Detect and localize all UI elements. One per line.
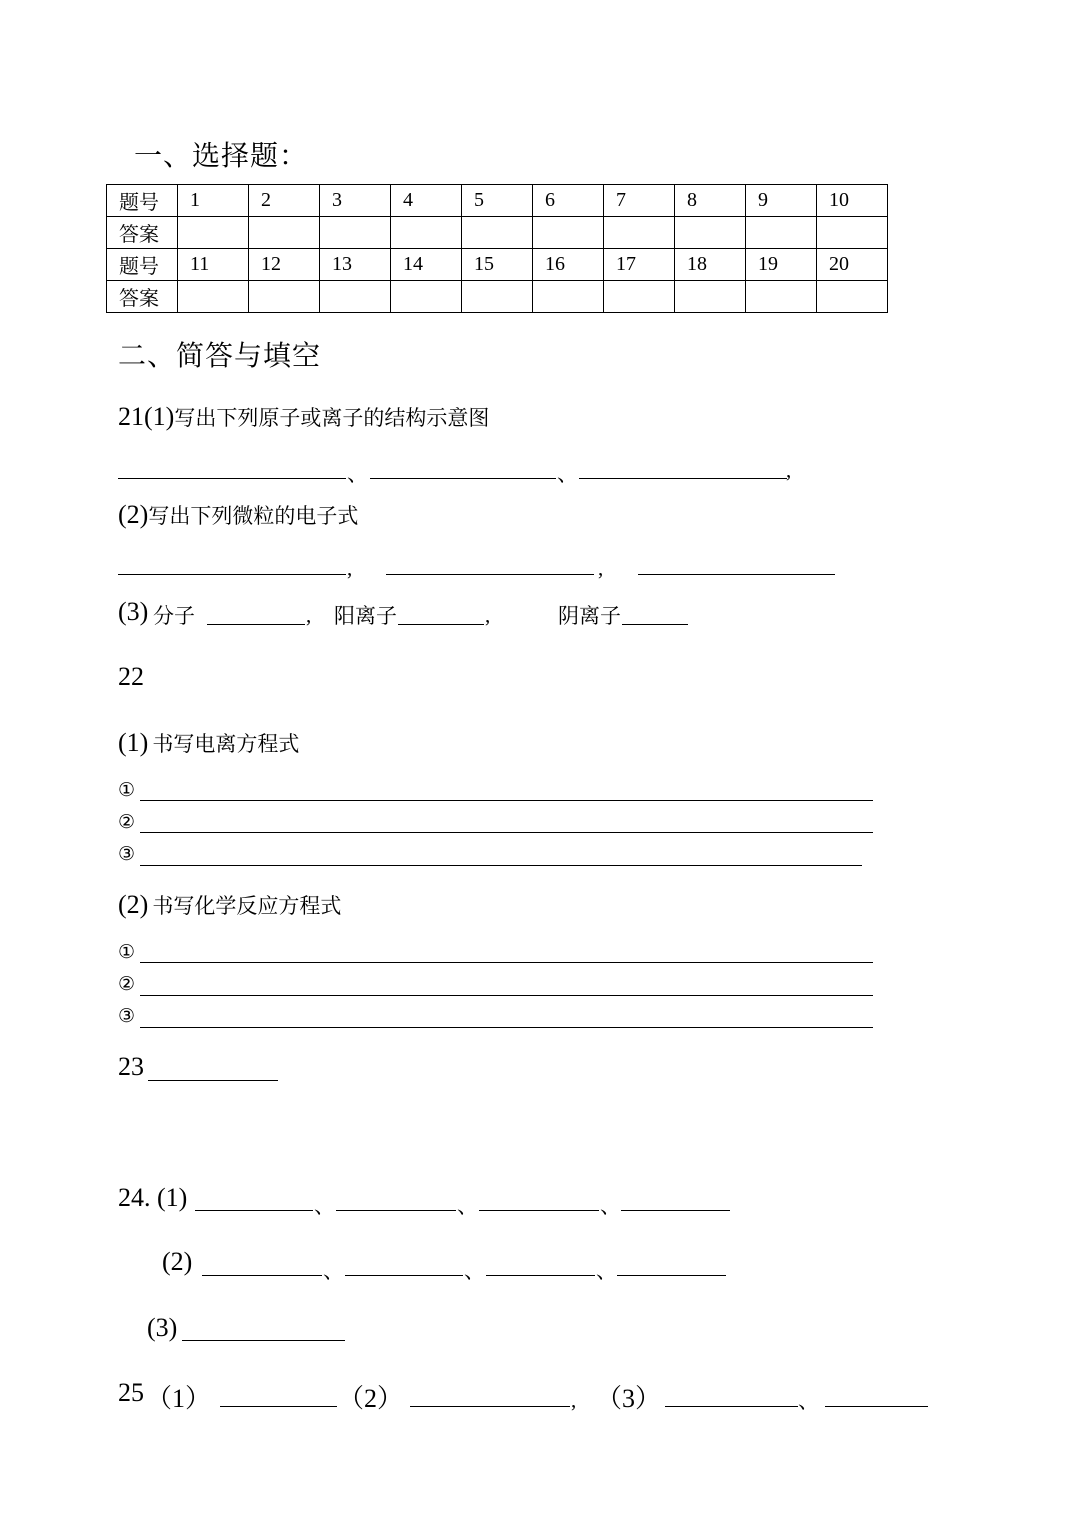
q21-part2-text: 写出下列微粒的电子式: [148, 504, 359, 528]
section-title-choice: 一、选择题：: [134, 141, 309, 172]
answer-blank[interactable]: [665, 1406, 798, 1407]
q25-part3-number: （3）: [596, 1384, 662, 1413]
q24-part3-number: (3): [147, 1313, 178, 1342]
q22-part1-text: 书写电离方程式: [152, 732, 300, 756]
q22-part2-number: (2): [118, 890, 149, 919]
answer-cell[interactable]: [746, 217, 817, 249]
separator: ,: [598, 556, 604, 580]
circle-mark-3: ③: [118, 1006, 136, 1027]
section-title-short-answer: 二、简答与填空: [118, 341, 322, 372]
separator: ,: [485, 603, 491, 627]
q21-part2-heading: [118, 500, 358, 530]
answer-cell[interactable]: [817, 217, 888, 249]
answer-line[interactable]: [140, 800, 873, 801]
table-cell-q: 2: [249, 185, 320, 217]
answer-blank[interactable]: [617, 1275, 726, 1276]
table-cell-q: 1: [178, 185, 249, 217]
q25-part2-number: （2）: [338, 1384, 404, 1413]
answer-cell[interactable]: [320, 217, 391, 249]
table-row: [107, 217, 888, 249]
answer-cell[interactable]: [675, 281, 746, 313]
answer-cell[interactable]: [391, 281, 462, 313]
answer-cell[interactable]: [675, 217, 746, 249]
answer-blank[interactable]: [195, 1210, 313, 1211]
table-cell-q: 5: [462, 185, 533, 217]
answer-blank[interactable]: [118, 574, 346, 575]
separator: 、: [596, 1259, 617, 1283]
answer-cell[interactable]: [604, 281, 675, 313]
q24-part1-number: 24. (1): [118, 1183, 188, 1212]
answer-cell[interactable]: [178, 281, 249, 313]
table-cell-q: 18: [675, 249, 746, 281]
table-label-a: 答案: [107, 217, 178, 249]
answer-blank[interactable]: [207, 624, 305, 625]
table-cell-q: 8: [675, 185, 746, 217]
answer-cell[interactable]: [462, 281, 533, 313]
answer-blank[interactable]: [621, 1210, 730, 1211]
answer-cell[interactable]: [320, 281, 391, 313]
table-cell-q: 16: [533, 249, 604, 281]
q25-number: 25: [118, 1378, 144, 1407]
answer-blank[interactable]: [410, 1406, 570, 1407]
separator: ,: [347, 556, 353, 580]
separator: 、: [457, 1194, 478, 1218]
separator: 、: [464, 1259, 485, 1283]
answer-blank[interactable]: [336, 1210, 456, 1211]
answer-line[interactable]: [140, 832, 873, 833]
separator: 、: [557, 462, 578, 486]
q22-part1-heading: [118, 728, 299, 758]
answer-cell[interactable]: [746, 281, 817, 313]
table-label-q: 题号: [107, 185, 178, 217]
q25-part1-number: （1）: [146, 1384, 212, 1413]
separator: 、: [347, 462, 368, 486]
answer-blank[interactable]: [182, 1340, 345, 1341]
table-row: [107, 249, 888, 281]
separator: ,: [306, 603, 312, 627]
answer-line[interactable]: [140, 865, 862, 866]
answer-blank[interactable]: [345, 1275, 463, 1276]
answer-blank[interactable]: [202, 1275, 322, 1276]
answer-blank[interactable]: [118, 478, 346, 479]
q21-part1-text: 写出下列原子或离子的结构示意图: [174, 406, 490, 430]
answer-blank[interactable]: [386, 574, 594, 575]
table-cell-q: 3: [320, 185, 391, 217]
answer-cell[interactable]: [533, 217, 604, 249]
table-cell-q: 11: [178, 249, 249, 281]
answer-blank[interactable]: [370, 478, 556, 479]
answer-blank[interactable]: [220, 1406, 337, 1407]
label-molecule: 分子: [153, 604, 195, 628]
q21-part1-heading: [118, 402, 489, 432]
separator: 、: [323, 1259, 344, 1283]
answer-blank[interactable]: [622, 624, 688, 625]
table-label-q: 题号: [107, 249, 178, 281]
table-cell-q: 10: [817, 185, 888, 217]
answer-line[interactable]: [140, 1027, 873, 1028]
separator: 、: [798, 1389, 819, 1413]
q22-number: 22: [118, 662, 144, 691]
table-cell-q: 12: [249, 249, 320, 281]
table-label-a: 答案: [107, 281, 178, 313]
answer-blank[interactable]: [148, 1080, 278, 1081]
table-cell-q: 15: [462, 249, 533, 281]
table-cell-q: 14: [391, 249, 462, 281]
separator: ,: [571, 1388, 577, 1412]
q22-part1-number: (1): [118, 728, 149, 757]
answer-blank[interactable]: [398, 624, 484, 625]
answer-cell[interactable]: [391, 217, 462, 249]
answer-blank[interactable]: [825, 1406, 928, 1407]
separator: 、: [314, 1194, 335, 1218]
label-anion: 阴离子: [558, 604, 621, 628]
table-cell-q: 19: [746, 249, 817, 281]
separator: 、: [600, 1194, 621, 1218]
answer-blank[interactable]: [638, 574, 835, 575]
circle-mark-2: ②: [118, 812, 136, 833]
table-cell-q: 20: [817, 249, 888, 281]
table-cell-q: 7: [604, 185, 675, 217]
table-cell-q: 9: [746, 185, 817, 217]
answer-line[interactable]: [140, 962, 873, 963]
answer-cell[interactable]: [817, 281, 888, 313]
q23-number: 23: [118, 1052, 144, 1081]
separator: ,: [786, 458, 792, 482]
answer-line[interactable]: [140, 995, 873, 996]
answer-cell[interactable]: [249, 281, 320, 313]
answer-cell[interactable]: [462, 217, 533, 249]
table-cell-q: 6: [533, 185, 604, 217]
q22-part2-text: 书写化学反应方程式: [152, 894, 342, 918]
answer-blank[interactable]: [579, 478, 787, 479]
circle-mark-1: ①: [118, 942, 136, 963]
answer-cell[interactable]: [178, 217, 249, 249]
circle-mark-2: ②: [118, 974, 136, 995]
q24-part2-number: (2): [162, 1247, 193, 1276]
q21-part3-number: (3): [118, 597, 149, 626]
label-cation: 阳离子: [334, 604, 397, 628]
table-cell-q: 13: [320, 249, 391, 281]
answer-cell[interactable]: [249, 217, 320, 249]
table-row: [107, 185, 888, 217]
answer-blank[interactable]: [479, 1210, 599, 1211]
answer-table: [106, 184, 888, 313]
table-cell-q: 4: [391, 185, 462, 217]
q21-number: 21(1): [118, 402, 175, 431]
table-cell-q: 17: [604, 249, 675, 281]
answer-cell[interactable]: [533, 281, 604, 313]
q22-part2-heading: [118, 890, 341, 920]
circle-mark-1: ①: [118, 780, 136, 801]
answer-cell[interactable]: [604, 217, 675, 249]
table-row: [107, 281, 888, 313]
answer-blank[interactable]: [486, 1275, 595, 1276]
q21-part2-number: (2): [118, 500, 149, 529]
circle-mark-3: ③: [118, 844, 136, 865]
